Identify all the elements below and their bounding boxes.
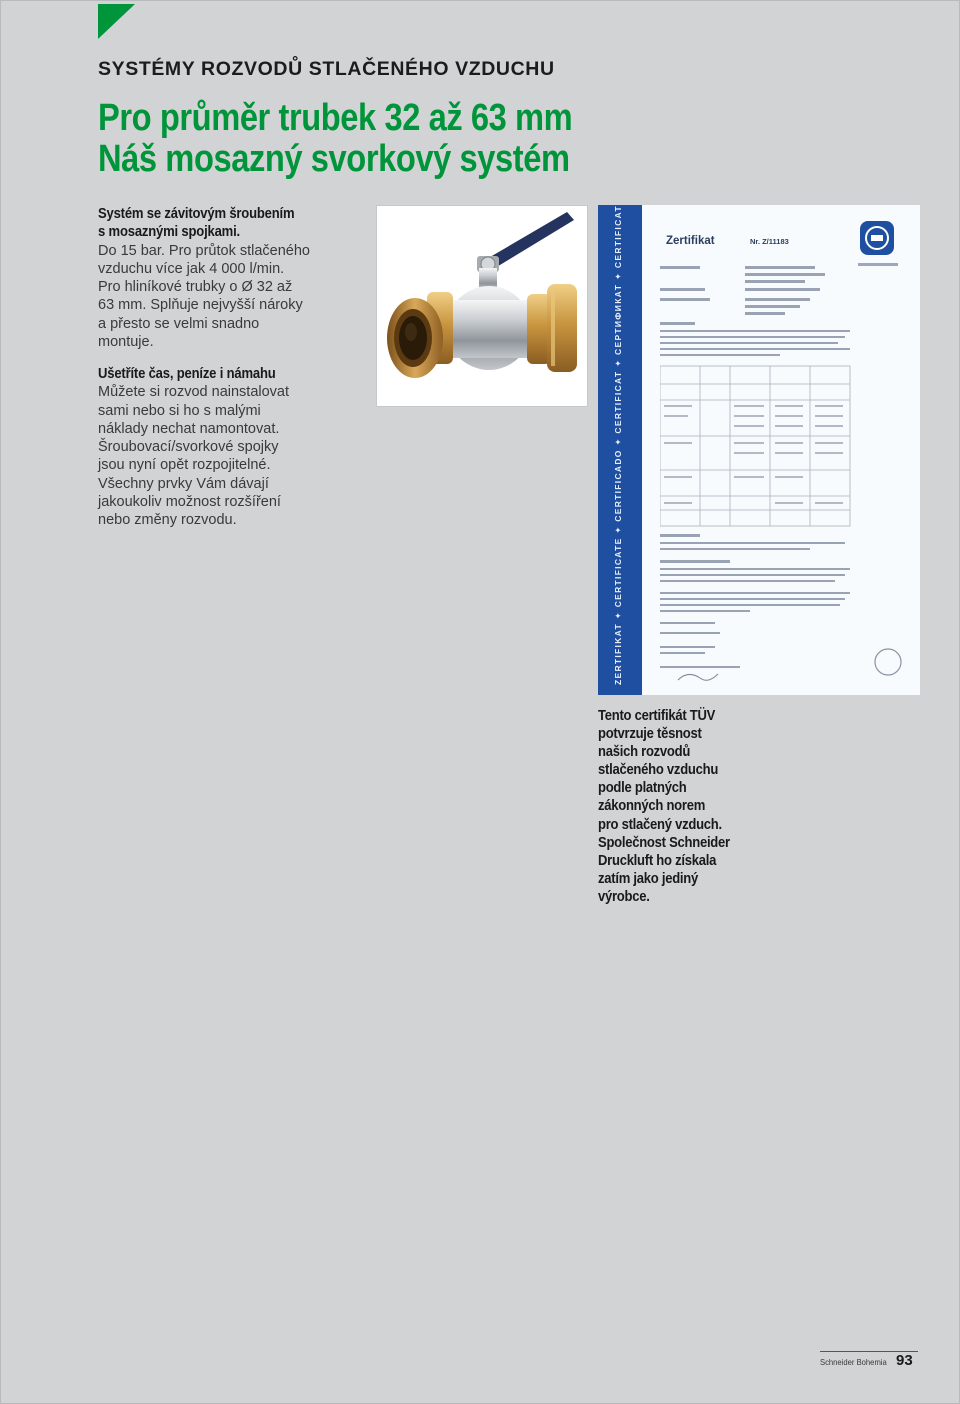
- caption-line-8: Společnost Schneider: [598, 833, 730, 851]
- savings-lead: Ušetříte čas, peníze i námahu: [98, 366, 276, 382]
- caption-line-9: Druckluft ho získala: [598, 851, 717, 869]
- caption-line-2: potvrzuje těsnost: [598, 725, 702, 743]
- main-title-line-1: Pro průměr trubek 32 až 63 mm: [98, 97, 573, 139]
- caption-line-3: našich rozvodů: [598, 743, 691, 761]
- savings-body-line-5: jsou nyní opět rozpojitelné.: [98, 457, 271, 474]
- caption-line-7: pro stlačený vzduch.: [598, 815, 722, 833]
- savings-body-line-8: nebo změny rozvodu.: [98, 512, 237, 529]
- caption-line-6: zákonných norem: [598, 797, 706, 815]
- intro-body-line-6: montuje.: [98, 334, 154, 351]
- intro-body-line-1: Do 15 bar. Pro průtok stlačeného: [98, 242, 310, 259]
- certificate-body-text: [660, 260, 910, 690]
- footer-company-name: Schneider Bohemia: [820, 1357, 887, 1367]
- savings-body-line-6: Všechny prvky Vám dávají: [98, 475, 269, 492]
- ball-valve-illustration: [377, 206, 587, 406]
- savings-body-line-1: Můžete si rozvod nainstalovat: [98, 384, 290, 401]
- corner-triangle-mark: [98, 4, 135, 39]
- savings-paragraph: [98, 365, 330, 530]
- certificate-caption: [598, 707, 788, 906]
- intro-paragraph: [98, 205, 330, 351]
- certificate-stripe-text: ZERTIFIKAT ✦ CERTIFICATE ✦ CERTIFICADO ✦ CERTIFICAT ✦ СЕРТИФИКАТ ✦ CERTIFICAT: [613, 205, 623, 685]
- certificate-number: Nr. Z/11183: [750, 237, 789, 246]
- ball-valve-photo: [376, 205, 588, 407]
- page-number: 93: [896, 1352, 913, 1369]
- caption-line-5: podle platných: [598, 779, 687, 797]
- intro-lead-line-1: Systém se závitovým šroubením: [98, 206, 295, 222]
- main-title: [98, 98, 572, 180]
- caption-line-4: stlačeného vzduchu: [598, 761, 719, 779]
- caption-line-11: výrobce.: [598, 887, 650, 905]
- intro-body-line-3: Pro hliníkové trubky o Ø 32 až: [98, 279, 293, 296]
- intro-body-line-2: vzduchu více jak 4 000 l/min.: [98, 260, 285, 277]
- intro-lead-line-2: s mosaznými spojkami.: [98, 224, 241, 241]
- caption-line-10: zatím jako jediný: [598, 869, 698, 887]
- savings-body-line-3: náklady nechat namontovat.: [98, 420, 280, 437]
- intro-body-line-5: a přesto se velmi snadno: [98, 315, 260, 332]
- intro-body-line-4: 63 mm. Splňuje nejvyšší nároky: [98, 297, 303, 314]
- tuv-certificate-image: [598, 205, 920, 695]
- certificate-title: Zertifikat: [666, 235, 715, 247]
- savings-body-line-7: jakoukoliv možnost rozšíření: [98, 494, 281, 511]
- savings-body-line-2: sami nebo si ho s malými: [98, 402, 261, 419]
- savings-body-line-4: Šroubovací/svorkové spojky: [98, 439, 279, 456]
- main-title-line-2: Náš mosazný svorkový systém: [98, 138, 570, 180]
- section-heading: SYSTÉMY ROZVODŮ STLAČENÉHO VZDUCHU: [98, 58, 555, 80]
- caption-line-1: Tento certifikát TÜV: [598, 707, 716, 724]
